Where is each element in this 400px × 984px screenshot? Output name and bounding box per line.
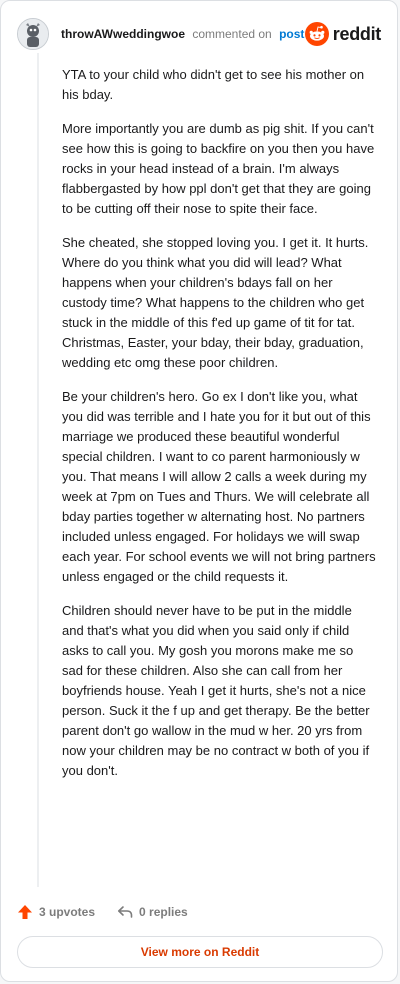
upvote-button[interactable] xyxy=(17,904,95,920)
comment-paragraph: Children should never have to be put in the middle and that's what you did when you said only if child asks to call you. My gosh you morons make me so sad for these children. Also she can call from her boyfriends house. Yeah I get it hurts, she's not a nice person. Suck it the f up and get therapy. Be the better parent don't go wallow in the mud w her. 20 yrs from now your children may be no contract w both of you if you don't. xyxy=(62,603,370,778)
reddit-brand[interactable] xyxy=(305,22,381,46)
avatar[interactable] xyxy=(17,18,49,50)
comment-paragraph: Be your children's hero. Go ex I don't like you, what you did was terrible and I hate you for it but out of this marriage we produced these beautiful wonderful special children. I want to co parent harmoniously w you. That means I will allow 2 calls a week during my week at 7pm on Tues and Thurs. We will celebrate all bday parties together w alternating host. No partners included unless engaged. For holidays we will swap each year. For school events we will not bring partners unless engaged or the child requests it. xyxy=(62,389,376,584)
upvote-arrow-icon xyxy=(17,904,33,920)
reddit-logo-icon xyxy=(305,22,329,46)
comment-body xyxy=(62,65,376,795)
avatar-icon xyxy=(18,19,48,49)
comment-paragraph: More importantly you are dumb as pig shit. If you can't see how this is going to backfire on you then you have rocks in your head instead of a brain. I'm always flabbergasted by how ppl don't get that they are going to be cutting off their nose to spite their face. xyxy=(62,121,375,216)
comment-meta xyxy=(61,27,304,41)
comment-actions xyxy=(17,901,188,923)
reply-arrow-icon xyxy=(117,904,133,920)
reddit-wordmark: reddit xyxy=(332,23,381,44)
comment-paragraph: YTA to your child who didn't get to see his mother on his bday. xyxy=(62,67,365,102)
reply-button[interactable] xyxy=(117,904,188,920)
upvote-count: 3 upvotes xyxy=(39,905,96,919)
comment-action-text: commented on xyxy=(192,27,272,41)
reply-count: 0 replies xyxy=(139,905,188,919)
post-link[interactable]: post xyxy=(279,27,305,41)
comment-paragraph: She cheated, she stopped loving you. I get it. It hurts. Where do you think what you did will lead? What happens when your children's bdays fall on her custody time? What happens to the children who get stuck in the middle of this f'ed up game of tit for tat. Christmas, Easter, your bday, their bday, graduation, wedding etc omg these poor children. xyxy=(62,235,369,370)
view-more-button[interactable]: View more on Reddit xyxy=(17,936,383,968)
comment-header xyxy=(17,17,381,51)
username-link[interactable]: throwAWweddingwoe xyxy=(61,27,185,41)
thread-line[interactable] xyxy=(37,53,39,887)
